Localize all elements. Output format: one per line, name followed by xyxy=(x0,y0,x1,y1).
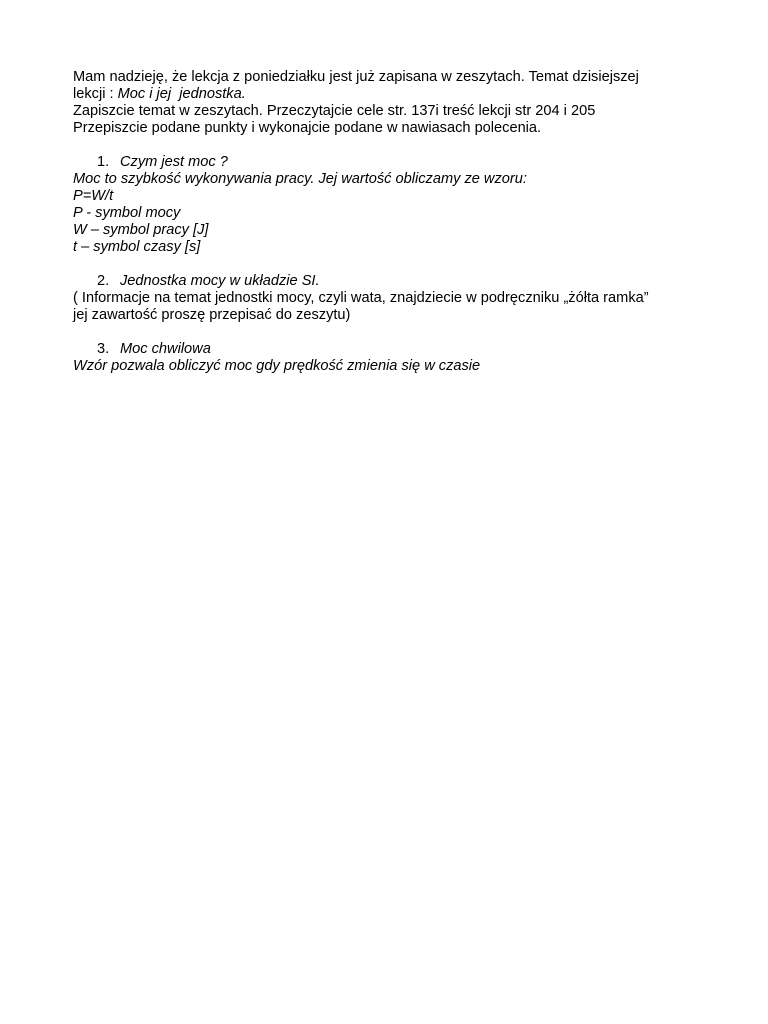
section-3-line: Wzór pozwala obliczyć moc gdy prędkość zmienia się w czasie xyxy=(73,358,481,374)
section-3-number: 3. xyxy=(97,341,110,357)
lesson-topic: Moc i jej jednostka. xyxy=(117,86,246,102)
section-2-title: Jednostka mocy w układzie SI. xyxy=(120,273,320,289)
intro-line-1: Mam nadzieję, że lekcja z poniedziałku jest już zapisana w zeszytach. Temat dzisiejszej xyxy=(73,69,639,85)
section-3-title: Moc chwilowa xyxy=(120,341,211,357)
section-1-line: Moc to szybkość wykonywania pracy. Jej wartość obliczamy ze wzoru: xyxy=(73,171,527,187)
section-1-heading xyxy=(73,154,713,171)
topic-prefix: lekcji : xyxy=(73,86,118,102)
formula-line: P=W/t xyxy=(73,188,114,204)
intro-line-4: Przepiszcie podane punkty i wykonajcie podane w nawiasach polecenia. xyxy=(73,120,542,136)
section-1-line: t – symbol czasy [s] xyxy=(73,239,201,255)
section-2-line: jej zawartość proszę przepisać do zeszytu) xyxy=(73,307,351,323)
section-1-title: Czym jest moc ? xyxy=(120,154,228,170)
document-body xyxy=(73,69,713,375)
intro-line-3: Zapiszcie temat w zeszytach. Przeczytajcie cele str. 137i treść lekcji str 204 i 205 xyxy=(73,103,596,119)
section-3-heading xyxy=(73,341,713,358)
intro-line-2 xyxy=(73,86,713,103)
section-2-heading xyxy=(73,273,713,290)
section-2-number: 2. xyxy=(97,273,110,289)
spacer xyxy=(73,137,713,154)
section-2-line: ( Informacje na temat jednostki mocy, czyli wata, znajdziecie w podręczniku „żółta ramka” xyxy=(73,290,649,306)
section-1-line: W – symbol pracy [J] xyxy=(73,222,209,238)
spacer xyxy=(73,324,713,341)
spacer xyxy=(73,256,713,273)
section-1-number: 1. xyxy=(97,154,110,170)
section-1-line: P - symbol mocy xyxy=(73,205,181,221)
